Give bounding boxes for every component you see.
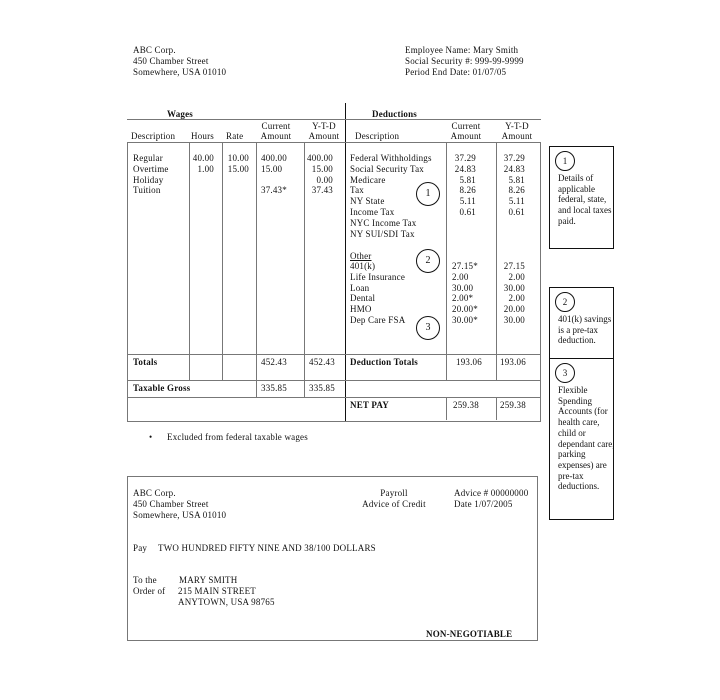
wage-current: 400.00 bbox=[261, 153, 287, 163]
wages-heading: Wages bbox=[167, 109, 194, 119]
wage-hours: 1.00 bbox=[197, 163, 214, 174]
col-description: Description bbox=[131, 131, 176, 141]
employee-name: Employee Name: Mary Smith bbox=[405, 45, 519, 55]
wage-current: 37.43* bbox=[261, 185, 287, 196]
company-name: ABC Corp. bbox=[133, 45, 176, 55]
check-company-name: ABC Corp. bbox=[133, 488, 176, 498]
tax-ytd: 24.83 bbox=[503, 163, 525, 174]
to-the-label: To the bbox=[133, 575, 157, 585]
deduction-totals-current: 193.06 bbox=[456, 357, 482, 367]
check-title-advice: Advice of Credit bbox=[362, 499, 426, 509]
tax-ytd: 8.26 bbox=[508, 185, 525, 196]
note-1-text: Details of applicable federal, state, and local taxes paid. bbox=[558, 173, 612, 226]
marker-3: 3 bbox=[416, 316, 440, 340]
other-deduction-ytd: 2.00 bbox=[508, 271, 525, 282]
marker-1: 1 bbox=[416, 182, 440, 206]
marker-2: 2 bbox=[416, 249, 440, 273]
other-deduction-ytd: 27.15 bbox=[503, 261, 525, 271]
note-2-marker: 2 bbox=[555, 292, 575, 312]
tax-ytd: 37.29 bbox=[503, 153, 525, 163]
payee-street: 215 MAIN STREET bbox=[178, 586, 256, 596]
wage-description: Overtime bbox=[133, 163, 169, 174]
note-3-marker: 3 bbox=[555, 363, 575, 383]
company-street: 450 Chamber Street bbox=[133, 56, 209, 66]
wage-ytd: 15.00 bbox=[311, 163, 333, 174]
other-deduction-ytd: 30.00 bbox=[503, 315, 525, 325]
tax-description: Tax bbox=[350, 185, 364, 196]
other-deduction-ytd: 2.00 bbox=[508, 293, 525, 304]
tax-current: 5.11 bbox=[459, 196, 476, 207]
tax-description: NY State bbox=[350, 196, 385, 207]
other-deduction-current: 30.00 bbox=[452, 282, 474, 293]
tax-description: Income Tax bbox=[350, 207, 395, 217]
check-title-payroll: Payroll bbox=[380, 488, 408, 498]
other-deduction-current: 2.00 bbox=[452, 271, 469, 282]
wage-description: Regular bbox=[133, 153, 163, 163]
check-company-street: 450 Chamber Street bbox=[133, 499, 209, 509]
net-pay-current: 259.38 bbox=[453, 400, 479, 410]
payee-city: ANYTOWN, USA 98765 bbox=[178, 597, 275, 607]
col-current: Current bbox=[261, 121, 291, 131]
note-1 bbox=[549, 146, 614, 249]
note-3 bbox=[549, 358, 614, 520]
other-deduction-description: Dep Care FSA bbox=[350, 315, 406, 325]
other-label: Other bbox=[350, 251, 372, 261]
pay-amount-words: TWO HUNDRED FIFTY NINE AND 38/100 DOLLARS bbox=[158, 543, 376, 553]
other-deduction-current: 2.00* bbox=[452, 293, 474, 304]
totals-current: 452.43 bbox=[261, 357, 287, 367]
wage-ytd: 0.00 bbox=[316, 174, 333, 185]
tax-current: 37.29 bbox=[454, 153, 476, 163]
net-pay-label: NET PAY bbox=[350, 400, 389, 410]
footnote-bullet: • bbox=[149, 432, 153, 442]
advice-number: Advice # 00000000 bbox=[454, 488, 529, 498]
note-2 bbox=[549, 287, 614, 360]
tax-current: 5.81 bbox=[459, 174, 476, 185]
other-deduction-description: Life Insurance bbox=[350, 271, 406, 282]
note-2-text: 401(k) savings is a pre-tax deduction. bbox=[558, 314, 612, 346]
other-deduction-description: Loan bbox=[350, 282, 370, 293]
tax-description: Federal Withholdings bbox=[350, 153, 432, 163]
wage-ytd: 400.00 bbox=[307, 153, 333, 163]
other-deduction-current: 20.00* bbox=[452, 304, 478, 315]
tax-description: NY SUI/SDI Tax bbox=[350, 228, 415, 239]
other-deduction-description: Dental bbox=[350, 293, 376, 304]
taxable-gross-label: Taxable Gross bbox=[133, 383, 191, 393]
tax-current: 8.26 bbox=[459, 185, 476, 196]
tax-description: NYC Income Tax bbox=[350, 217, 417, 228]
note-3-text: Flexible Spending Accounts (for health care, child or dependant care, parking expenses) are pre-tax deductions. bbox=[558, 385, 615, 492]
tax-ytd: 5.81 bbox=[508, 174, 525, 185]
taxable-gross-current: 335.85 bbox=[261, 383, 287, 393]
other-deduction-current: 30.00* bbox=[452, 315, 478, 325]
tax-current: 24.83 bbox=[454, 163, 476, 174]
check-date: Date 1/07/2005 bbox=[454, 499, 513, 509]
deduction-totals-label: Deduction Totals bbox=[350, 357, 418, 367]
wage-description: Holiday bbox=[133, 174, 164, 185]
col-ded-ytd: Y-T-D bbox=[505, 121, 529, 131]
order-of-label: Order of bbox=[133, 586, 166, 596]
footnote-text: Excluded from federal taxable wages bbox=[167, 432, 308, 442]
wage-current: 15.00 bbox=[261, 163, 283, 174]
col-ded-current: Current bbox=[451, 121, 481, 131]
col-hours: Hours bbox=[191, 131, 214, 141]
wage-rate: 10.00 bbox=[227, 153, 249, 163]
pay-label: Pay bbox=[133, 543, 148, 553]
wage-description: Tuition bbox=[133, 185, 161, 196]
other-deduction-ytd: 30.00 bbox=[503, 282, 525, 293]
wage-hours: 40.00 bbox=[192, 153, 214, 163]
taxable-gross-ytd: 335.85 bbox=[309, 383, 335, 393]
totals-label: Totals bbox=[133, 357, 158, 367]
tax-current: 0.61 bbox=[459, 207, 476, 217]
payee-name: MARY SMITH bbox=[179, 575, 238, 585]
tax-description: Medicare bbox=[350, 174, 386, 185]
tax-ytd: 5.11 bbox=[508, 196, 525, 207]
note-1-marker: 1 bbox=[555, 151, 575, 171]
check-company-city: Somewhere, USA 01010 bbox=[133, 510, 227, 520]
non-negotiable-label: NON-NEGOTIABLE bbox=[426, 629, 513, 639]
period-end-date: Period End Date: 01/07/05 bbox=[405, 67, 507, 77]
tax-description: Social Security Tax bbox=[350, 163, 424, 174]
employee-ssn: Social Security #: 999-99-9999 bbox=[405, 56, 524, 66]
col-rate: Rate bbox=[226, 131, 244, 141]
deductions-heading: Deductions bbox=[372, 109, 418, 119]
other-deduction-description: 401(k) bbox=[350, 261, 376, 271]
tax-ytd: 0.61 bbox=[508, 207, 525, 217]
col-ded-description: Description bbox=[355, 131, 400, 141]
wage-rate: 15.00 bbox=[227, 163, 249, 174]
other-deduction-description: HMO bbox=[350, 304, 372, 315]
totals-ytd: 452.43 bbox=[309, 357, 335, 367]
other-deduction-current: 27.15* bbox=[452, 261, 478, 271]
wage-ytd: 37.43 bbox=[311, 185, 333, 196]
deduction-totals-ytd: 193.06 bbox=[500, 357, 526, 367]
net-pay-ytd: 259.38 bbox=[500, 400, 526, 410]
other-deduction-ytd: 20.00 bbox=[503, 304, 525, 315]
col-ytd: Y-T-D bbox=[312, 121, 336, 131]
company-city: Somewhere, USA 01010 bbox=[133, 67, 227, 77]
